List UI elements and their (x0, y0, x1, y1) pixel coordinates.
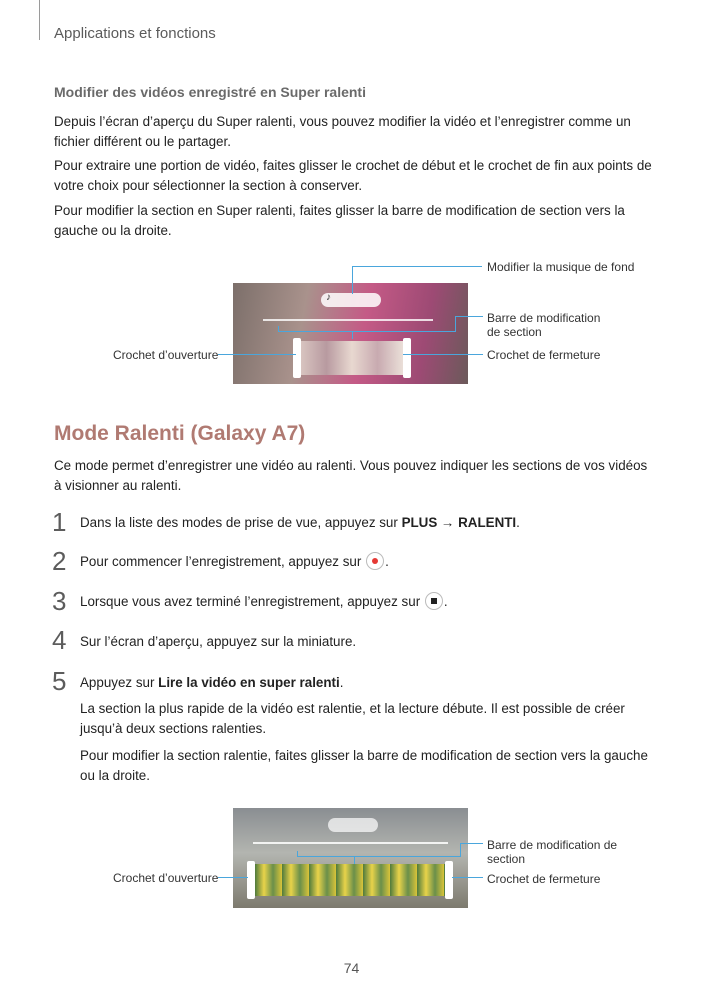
callout-bracket-bar-2 (297, 856, 461, 857)
step-3-number: 3 (52, 586, 67, 616)
section1-paragraph-2: Pour extraire une portion de vidéo, faites glisser le crochet de début et le crochet de fin aux points de votre choix pour sélectionner la section à conserver. (54, 158, 652, 193)
page-header: Applications et fonctions (54, 25, 216, 42)
callout-bracket-bar (278, 331, 456, 332)
callout-line-music-v (352, 266, 353, 294)
music-chip (321, 293, 381, 307)
closing-bracket-handle[interactable] (445, 861, 453, 899)
step-5-paragraph-2: Pour modifier la section ralentie, faites glisser la barre de modification de section vers la gauche ou la droite. (80, 748, 648, 783)
step-5-paragraph-1: La section la plus rapide de la vidéo est ralentie, et la lecture débute. Il est possible de créer jusqu’à deux sections ralenties. (80, 701, 625, 736)
step-1-ralenti: RALENTI (458, 515, 517, 530)
section1-title: Modifier des vidéos enregistré en Super ralenti (54, 84, 366, 100)
step-1-plus: PLUS (401, 515, 438, 530)
callout-line-bar (455, 316, 483, 317)
callout-line-bar-v (455, 316, 456, 332)
stop-button-icon (425, 592, 443, 610)
callout-line-bar-2-v (460, 843, 461, 856)
timeline-bar (253, 842, 448, 844)
opening-bracket-handle[interactable] (293, 338, 301, 378)
record-button-icon (366, 552, 384, 570)
callout-open-label: Crochet d’ouverture (113, 348, 219, 362)
thumbnail-strip (255, 864, 445, 896)
callout-line-open-2 (218, 877, 248, 878)
super-slowmo-editor-screenshot (233, 283, 468, 384)
step-2-text: Pour commencer l’enregistrement, appuyez sur . (80, 554, 389, 569)
callout-bracket-bar-left (278, 326, 279, 332)
callout-line-open (218, 354, 296, 355)
slowmo-editor-screenshot (233, 808, 468, 908)
callout-bracket-bar-2-left (297, 851, 298, 857)
section2-title: Mode Ralenti (Galaxy A7) (54, 422, 306, 445)
step-5-bold: Lire la vidéo en super ralenti (158, 675, 340, 690)
section2-intro: Ce mode permet d’enregistrer une vidéo au ralenti. Vous pouvez indiquer les sections de vos vidéos à visionner au ralenti. (54, 458, 648, 493)
callout-line-music (352, 266, 482, 267)
callout-bar-label-2: de section (487, 325, 542, 339)
step-4-number: 4 (52, 625, 67, 655)
thumbnail-strip (301, 341, 403, 375)
timeline-bar (263, 319, 433, 321)
top-chip (328, 818, 378, 832)
step-5-text: Appuyez sur Lire la vidéo en super ralenti. (80, 675, 344, 690)
callout-close-label: Crochet de fermeture (487, 348, 601, 362)
step-1-text: Dans la liste des modes de prise de vue, appuyez sur PLUS → RALENTI. (80, 515, 520, 530)
callout-bar-label-1: Barre de modification (487, 311, 601, 325)
callout-line-close (403, 354, 483, 355)
callout-bar2-label-2: section (487, 852, 526, 866)
section1-paragraph-1: Depuis l’écran d’aperçu du Super ralenti, vous pouvez modifier la vidéo et l’enregistrer comme un fichier différent ou le partager. (54, 114, 631, 149)
music-note-icon: ♪ (326, 292, 331, 303)
callout-open2-label: Crochet d’ouverture (113, 871, 219, 885)
closing-bracket-handle[interactable] (403, 338, 411, 378)
callout-line-close-2 (452, 877, 483, 878)
step-4-text: Sur l’écran d’aperçu, appuyez sur la miniature. (80, 634, 357, 649)
page-number: 74 (343, 960, 360, 976)
step-3-text: Lorsque vous avez terminé l’enregistrement, appuyez sur . (80, 594, 448, 609)
callout-close2-label: Crochet de fermeture (487, 872, 601, 886)
callout-bracket-bar-2-mid (354, 856, 355, 864)
step-5-number: 5 (52, 666, 67, 696)
header-rule (39, 0, 40, 40)
callout-bar2-label-1: Barre de modification de (487, 838, 618, 852)
callout-line-bar-2 (460, 843, 483, 844)
callout-bracket-bar-mid (352, 331, 353, 339)
callout-music-label: Modifier la musique de fond (487, 260, 635, 274)
section1-paragraph-3: Pour modifier la section en Super ralenti, faites glisser la barre de modification de section vers la gauche ou la droite. (54, 203, 625, 238)
step-1-number: 1 (52, 507, 67, 537)
step-2-number: 2 (52, 546, 67, 576)
opening-bracket-handle[interactable] (247, 861, 255, 899)
